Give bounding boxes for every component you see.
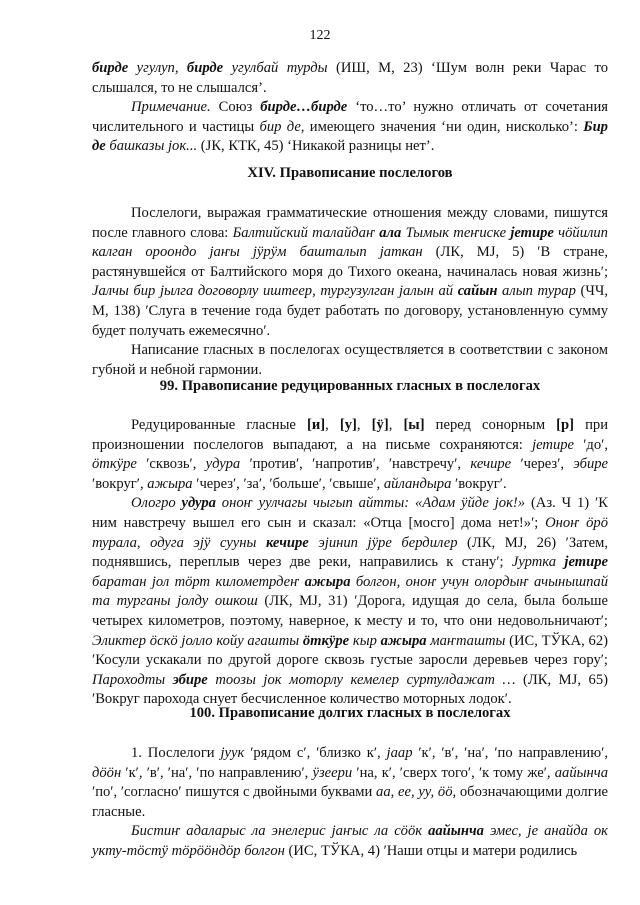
text-run: сайын: [457, 283, 498, 300]
paragraph-postpositions-general: [92, 204, 608, 341]
text-run: ʹсквозьʹ,: [136, 456, 206, 473]
text-run: обозначающими долгие гласные.: [92, 784, 608, 820]
text-run: (ИС, ТЎКА, 62) ʹКосули ускакали по другой дороге сквозь густые заросли деревьев через горуʹ;: [92, 632, 609, 669]
text-run: тоозы јок моторлу кемелер суртулдажат …: [207, 671, 516, 688]
text-run: [ÿ]: [371, 417, 389, 433]
text-run: кечире: [470, 456, 512, 473]
text-run: Бир де: [92, 118, 608, 155]
text-run: бир де,: [259, 118, 305, 135]
text-run: ,: [356, 417, 372, 433]
text-run: öткÿре: [92, 456, 137, 473]
text-run: ‘то…то’ нужно отличать от сочетания числительного и частицы: [92, 99, 608, 135]
text-run: перед сонорным: [424, 417, 557, 433]
text-run: оноҥ уулчагы чыгып айтты: «Адам ÿйде jок!»: [215, 495, 526, 512]
paragraph-long-vowels-rule: [92, 744, 608, 822]
text-run: удура: [181, 495, 216, 512]
text-run: јетире: [510, 224, 554, 241]
text-run: јетире: [532, 436, 575, 453]
text-run: эбире: [573, 456, 609, 473]
text-run: ала: [379, 224, 402, 241]
text-run: Балтийский талайдаҥ: [232, 224, 380, 241]
text-run: аа, ее, уу, öö,: [376, 784, 457, 801]
text-run: при произношении послелогов выпадают, а на письме сохраняются:: [92, 417, 609, 453]
text-run: башказы jок...: [105, 138, 198, 155]
text-run: öткÿре: [302, 632, 350, 649]
paragraph-reduced-vowels-rule: [92, 416, 608, 494]
reduced-vowels-section: [92, 416, 608, 710]
text-run: ʹвокругʹ.: [451, 475, 507, 492]
text-run: (ЛК, МЈ, 31) ʹДорога, идущая до села, была больше четырех километров, поэтому, наверное, к месту и то, что они недовольничаютʹ;: [92, 593, 609, 629]
text-run: ажыра: [304, 573, 351, 590]
text-run: Написание гласных в послелогах осуществляется в соответствии с законом губной и небной гармонии.: [92, 342, 608, 378]
section-heading-long-vowels: 100. Правописание долгих гласных в послелогах: [189, 705, 511, 721]
text-run: (ЈК, КТК, 45) ‘Никакой разницы нет’.: [197, 138, 435, 155]
text-run: (ЛК, МЈ, 26) ʹЗатем, поднявшись, переплыв через две реки, направились к стануʹ;: [92, 534, 608, 571]
text-run: Эликтер öскö јолло койу агашты: [92, 632, 303, 649]
text-run: эјинип јÿре бердилер: [308, 534, 458, 551]
text-run: 1. Послелоги: [131, 745, 221, 761]
text-run: ,: [388, 417, 404, 433]
text-run: Союз: [210, 99, 261, 116]
text-run: (ЧЧ, М, 138) ʹСлуга в течение года будет работать по договору, установленную сумму будет получать ежемесячноʹ.: [92, 283, 608, 339]
section-heading-postpositions: XIV. Правописание послелогов: [247, 165, 453, 181]
text-run: ʹвокругʹ,: [92, 475, 148, 492]
paragraph-long-vowels-example: [92, 822, 608, 861]
text-run: Јалчы бир jылга договорлу иштеер, тургузулган jалын ай: [92, 283, 458, 300]
text-run: ʹрядом сʹ, ʹблизко кʹ,: [244, 745, 387, 761]
text-run: бирде: [186, 60, 224, 76]
text-run: Тымык теҥиске: [401, 224, 511, 241]
text-run: ажыра: [380, 632, 427, 649]
text-run: Пароходты: [92, 671, 173, 688]
text-run: бирде…бирде: [260, 99, 348, 116]
section-heading-reduced-vowels: 99. Правописание редуцированных гласных в послелогах: [159, 378, 541, 394]
long-vowels-section: [92, 744, 608, 862]
text-run: Послелоги, выражая грамматические отношения между словами, пишутся после главного слова:: [92, 205, 608, 241]
text-run: ÿзеери: [312, 764, 353, 781]
text-run: ,: [325, 417, 340, 433]
text-run: алып турар: [497, 283, 576, 300]
text-run: (ЛК, МЈ, 65) ʹВокруг парохода снует бесчисленное количество моторных лодокʹ.: [92, 671, 608, 708]
text-run: Јуртка: [511, 554, 565, 571]
text-run: айландыра: [383, 475, 452, 492]
postpositions-section: [92, 204, 608, 380]
text-run: маҥташты: [426, 632, 506, 649]
text-run: ʹна, кʹ, ʹсверх тогоʹ, ʹк тому жеʹ,: [352, 764, 555, 781]
text-run: имеющего значения ‘ни один, нисколько’:: [304, 118, 584, 135]
text-run: кыр: [349, 632, 381, 649]
text-run: ʹпротивʹ, ʹнапротивʹ, ʹнавстречуʹ,: [240, 456, 471, 473]
intro-section: [92, 59, 608, 157]
text-run: (ИС, ТЎКА, 4) ʹНаши отцы и матери родились: [284, 842, 578, 859]
text-run: ʹкʹ, ʹвʹ, ʹнаʹ, ʹпо направлениюʹ,: [412, 745, 608, 761]
text-run: эмес, јe анайда ок укту-тöстÿ тöрööндöр болгон: [92, 823, 608, 859]
text-run: ʹпоʹ, ʹсогласноʹ пишутся с двойными буквами: [92, 784, 377, 801]
text-run: Ологро: [131, 495, 182, 512]
paragraph-birde-example: [92, 59, 608, 98]
text-run: бирде: [92, 60, 129, 76]
text-run: кечире: [265, 534, 309, 551]
text-run: Оноҥ öрö турала, одуга эјÿ сууны: [92, 514, 608, 551]
text-run: ʹкʹ, ʹвʹ, ʹнаʹ, ʹпо направлениюʹ,: [121, 764, 313, 781]
paragraph-vowel-harmony: [92, 341, 608, 380]
text-run: Бистиҥ адаларыс ла энелерис јаҥыс ла сööк: [131, 823, 429, 840]
text-run: баратан јол тöрт километрдеҥ: [92, 573, 305, 590]
text-run: јетире: [564, 554, 608, 571]
text-run: удура: [205, 456, 241, 473]
text-run: аайынча: [428, 823, 484, 840]
text-run: чöйилип калган ороондо јаҥы јÿрÿм башталып jаткан: [92, 224, 608, 261]
paragraph-reduced-vowels-examples: [92, 494, 608, 710]
text-run: [р]: [556, 417, 575, 433]
text-run: јаар: [386, 745, 413, 761]
text-run: угулбай турды: [223, 60, 328, 76]
page-number: 122: [309, 28, 331, 43]
text-run: болгон, оноҥ учун олордыҥ ачынышпай та турганы јолду ошкош: [92, 573, 608, 610]
text-run: јуук: [220, 745, 245, 761]
text-run: эбире: [172, 671, 208, 688]
text-run: ʹчерезʹ, ʹзаʹ, ʹбольшеʹ, ʹсвышеʹ,: [192, 475, 384, 492]
text-run: ʹдоʹ,: [574, 436, 608, 453]
text-run: [у]: [339, 417, 357, 433]
text-run: [и]: [306, 417, 326, 433]
text-run: угулуп,: [128, 60, 187, 76]
text-run: дööн: [92, 764, 122, 781]
paragraph-note: [92, 98, 608, 157]
text-run: ʹчерезʹ,: [511, 456, 574, 473]
text-run: аайынча: [554, 764, 608, 781]
text-run: (ЛК, МЈ, 5) ʹВ стране, растянувшейся от Балтийского моря до Тихого океана, начиналась новая жизньʹ;: [92, 244, 608, 280]
text-run: Примечание.: [131, 99, 211, 116]
text-run: ажыра: [147, 475, 193, 492]
text-run: (ИШ, М, 23) ‘Шум волн реки Чарас то слышался, то не слышался’.: [92, 60, 608, 96]
text-run: Редуцированные гласные: [131, 417, 307, 433]
text-run: [ы]: [403, 417, 425, 433]
text-run: (Аз. Ч 1) ʹК ним навстречу вышел его сын и сказал: «Отца [мосго] дома нет!»ʹ;: [92, 495, 608, 531]
